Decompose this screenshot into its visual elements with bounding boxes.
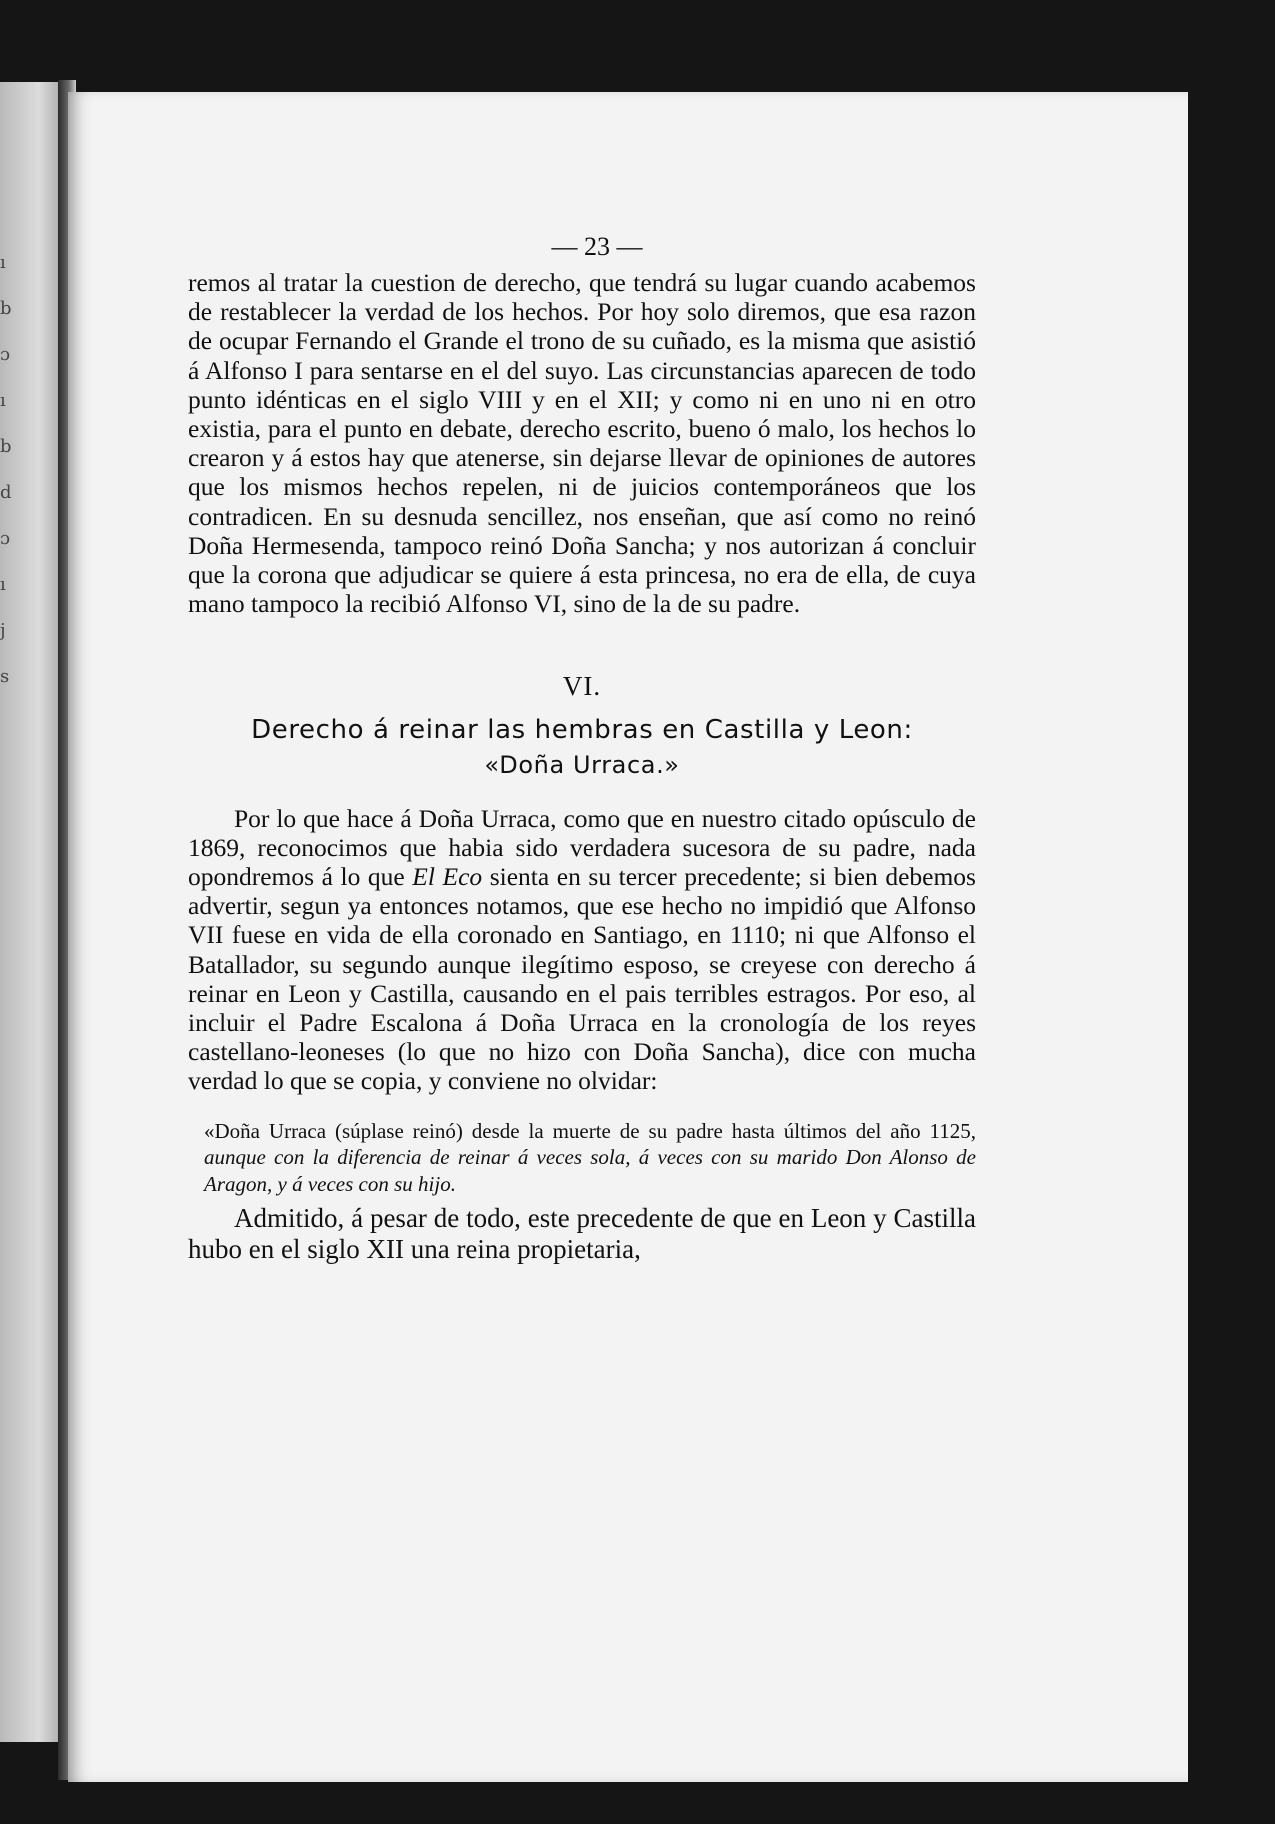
quote-text: «Doña Urraca (súplase reinó) desde la muerte de su padre hasta últimos del año 1125, xyxy=(204,1118,976,1143)
page-number: — 23 — xyxy=(551,232,643,261)
block-quote xyxy=(188,1118,976,1198)
margin-bleed-marks: ı b ɔ ı b d ɔ ı j s xyxy=(0,252,12,687)
section-title: Derecho á reinar las hembras en Castilla y Leon: xyxy=(251,714,913,745)
section-subtitle: «Doña Urraca.» xyxy=(484,750,680,779)
section-numeral: VI. xyxy=(562,671,602,702)
paragraph-2-text-b: sienta en su tercer precedente; si bien debemos advertir, segun ya entonces notamos, que ese hecho no impidió que Alfonso VII fuese en vida de ella coronado en Santiago, en 1110; ni que Alfonso el Batallador, su segundo aunque ilegítimo esposo, se creyese con derecho á reinar en Leon y Castilla, causando en el pais terribles estragos. Por eso, al incluir el Padre Escalona á Doña Urraca en la cronología de los reyes castellano-leoneses (lo que no hizo con Doña Sancha), dice con mucha verdad lo que se copia, y conviene no olvidar: xyxy=(188,862,976,1096)
paragraph-2-text-a: Por lo que hace á Doña Urraca, como que en nuestro citado opúsculo de 1869, reconocimos que habia sido verdadera sucesora de su padre, nada opondremos á lo que xyxy=(188,803,976,892)
paragraph-2 xyxy=(188,804,976,1096)
paragraph-2-italic: El Eco xyxy=(412,862,483,892)
page-text xyxy=(188,268,976,1265)
quote-italic: aunque con la diferencia de reinar á veces sola, á veces con su marido Don Alonso de Aragon, y á veces con su hijo. xyxy=(204,1145,976,1196)
paragraph-3: Admitido, á pesar de todo, este precedente de que en Leon y Castilla hubo en el siglo XII una reina propietaria, xyxy=(188,1203,976,1265)
paragraph-1: remos al tratar la cuestion de derecho, que tendrá su lugar cuando acabemos de restablecer la verdad de los hechos. Por hoy solo diremos, que esa razon de ocupar Fernando el Grande el trono de su cuñado, es la misma que asistió á Alfonso I para sentarse en el del suyo. Las circunstancias aparecen de todo punto idénticas en el siglo VIII y en el XII; y como ni en uno ni en otro existia, para el punto en debate, derecho escrito, bueno ó malo, los hechos lo crearon y á estos hay que atenerse, sin dejarse llevar de opiniones de autores que los mismos hechos repelen, ni de juicios contemporáneos que los contradicen. En su desnuda sencillez, nos enseñan, que así como no reinó Doña Hermesenda, tampoco reinó Doña Sancha; y nos autorizan á concluir que la corona que adjudicar se quiere á esta princesa, no era de ella, de cuya mano tampoco la recibió Alfonso VI, sino de la de su padre. xyxy=(188,268,976,619)
